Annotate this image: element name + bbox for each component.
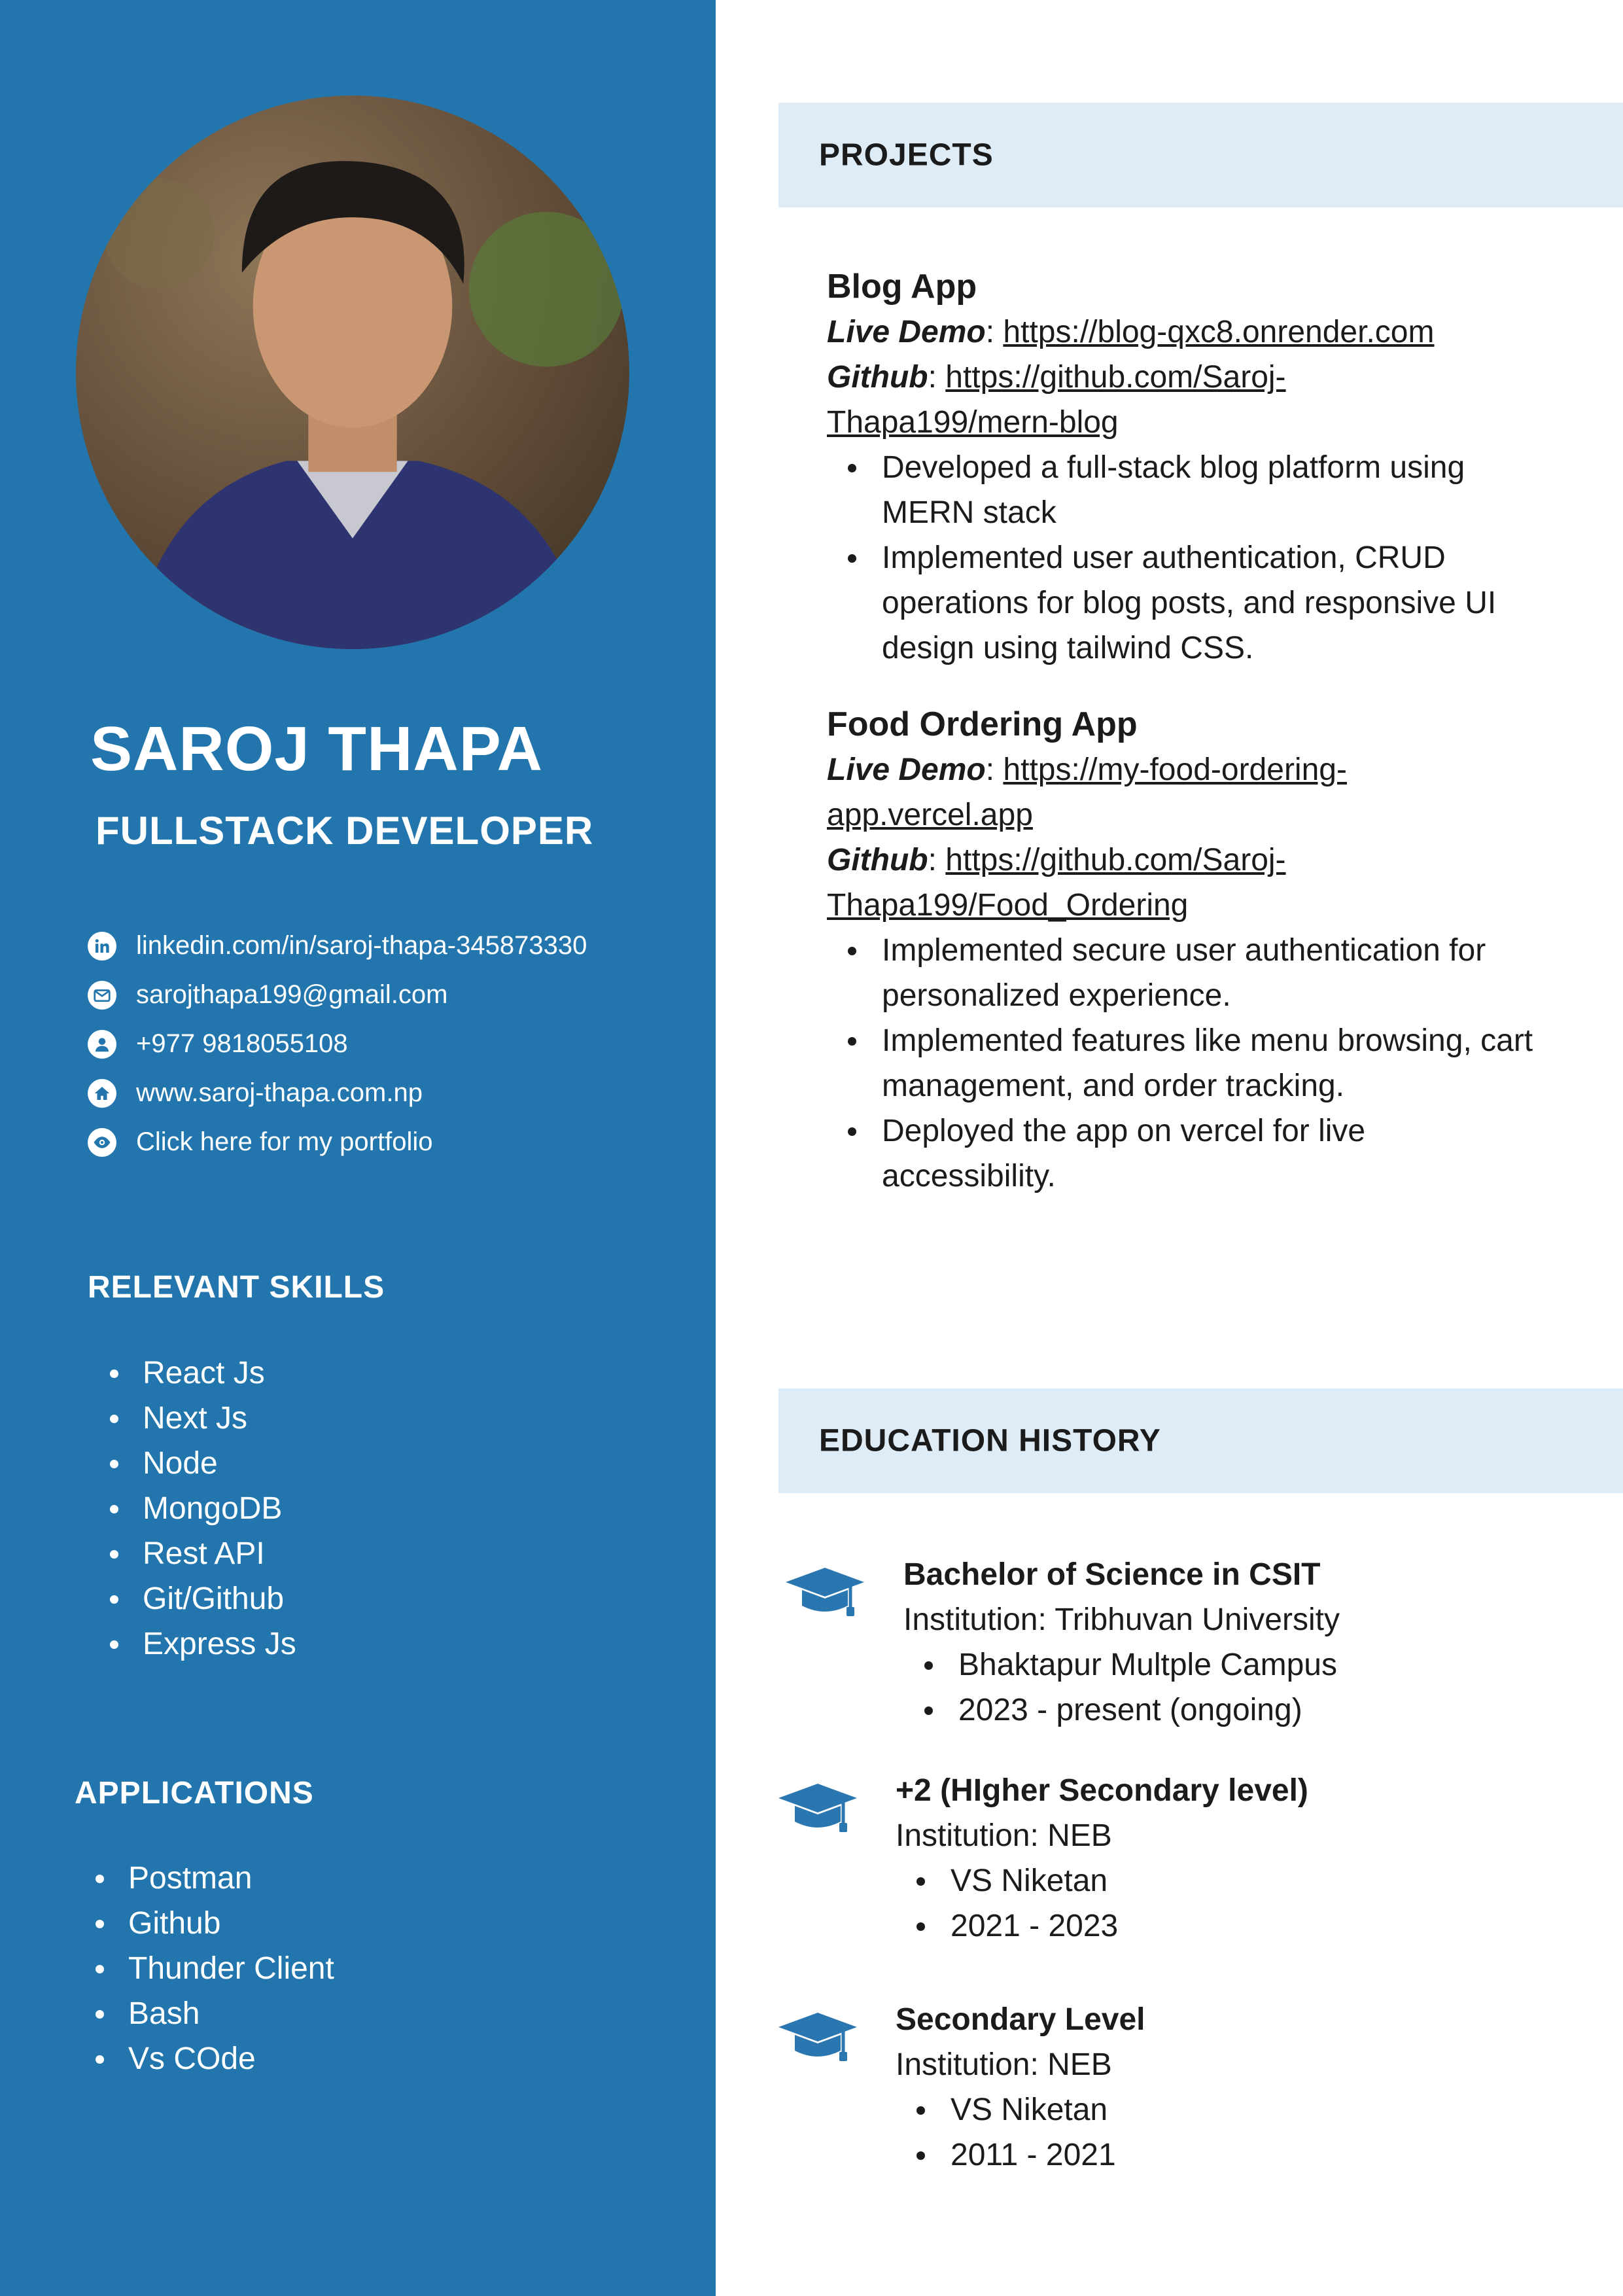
github-link-cont[interactable]: Thapa199/Food_Ordering	[827, 888, 1189, 923]
applications-list	[73, 1856, 334, 2081]
job-title: FULLSTACK DEVELOPER	[96, 809, 594, 853]
project-bullets	[827, 445, 1520, 671]
list-item: Thunder Client	[73, 1946, 334, 1991]
live-demo-line: Live Demo: https://my-food-ordering-	[827, 752, 1347, 787]
education-item	[903, 1552, 1340, 1733]
graduation-cap-icon	[775, 2007, 860, 2066]
contact-text: sarojthapa199@gmail.com	[136, 980, 448, 1009]
list-item: Postman	[73, 1856, 334, 1901]
list-item: Github	[73, 1901, 334, 1946]
list-item: Git/Github	[88, 1576, 296, 1621]
institution: Institution: NEB	[896, 2047, 1112, 2082]
list-item: 2021 - 2023	[896, 1903, 1308, 1949]
linkedin-icon	[88, 932, 116, 961]
contact-text: www.saroj-thapa.com.np	[136, 1078, 423, 1107]
institution: Institution: NEB	[896, 1818, 1112, 1853]
list-item: Deployed the app on vercel for live accessibility.	[827, 1108, 1533, 1199]
education-bullets	[896, 2087, 1145, 2178]
live-demo-link-cont[interactable]: app.vercel.app	[827, 798, 1033, 832]
graduation-cap-icon	[775, 1778, 860, 1837]
projects-heading: PROJECTS	[819, 137, 994, 173]
project-blog-app	[827, 264, 1579, 671]
project-title: Blog App	[827, 268, 977, 306]
graduation-cap-icon	[782, 1563, 867, 1621]
degree-title: +2 (HIgher Secondary level)	[896, 1773, 1308, 1808]
list-item: Implemented features like menu browsing, cart management, and order tracking.	[827, 1018, 1533, 1108]
education-banner	[778, 1388, 1623, 1493]
home-icon	[88, 1079, 116, 1108]
github-line: Github: https://github.com/Saroj-	[827, 360, 1286, 395]
live-demo-line: Live Demo: https://blog-qxc8.onrender.com	[827, 315, 1435, 349]
list-item: Node	[88, 1441, 296, 1486]
degree-title: Bachelor of Science in CSIT	[903, 1557, 1321, 1592]
sidebar	[0, 0, 716, 2296]
contact-email[interactable]	[88, 970, 587, 1019]
list-item: Rest API	[88, 1531, 296, 1576]
contact-list	[88, 921, 587, 1167]
list-item: Bash	[73, 1991, 334, 2036]
list-item: Implemented secure user authentication for personalized experience.	[827, 928, 1533, 1018]
list-item: VS Niketan	[896, 2087, 1145, 2132]
projects-banner	[778, 103, 1623, 207]
list-item: Vs COde	[73, 2036, 334, 2081]
contact-phone[interactable]	[88, 1019, 587, 1069]
github-label: Github	[827, 843, 928, 877]
education-bullets	[896, 1858, 1308, 1949]
project-food-ordering	[827, 702, 1579, 1199]
degree-title: Secondary Level	[896, 2002, 1145, 2037]
list-item: Next Js	[88, 1396, 296, 1441]
live-demo-label: Live Demo	[827, 752, 986, 787]
contact-portfolio[interactable]	[88, 1118, 587, 1167]
skills-list	[88, 1351, 296, 1667]
github-link[interactable]: https://github.com/Saroj-	[945, 360, 1286, 395]
live-demo-link[interactable]: https://blog-qxc8.onrender.com	[1003, 315, 1435, 349]
contact-text: Click here for my portfolio	[136, 1127, 433, 1156]
list-item: Express Js	[88, 1621, 296, 1667]
live-demo-label: Live Demo	[827, 315, 986, 349]
institution: Institution: Tribhuvan University	[903, 1602, 1340, 1637]
education-heading: EDUCATION HISTORY	[819, 1423, 1161, 1458]
github-link-cont[interactable]: Thapa199/mern-blog	[827, 405, 1119, 440]
user-icon	[88, 1030, 116, 1059]
project-title: Food Ordering App	[827, 705, 1138, 743]
github-label: Github	[827, 360, 928, 395]
project-bullets	[827, 928, 1533, 1199]
applications-heading: APPLICATIONS	[75, 1776, 314, 1810]
github-line: Github: https://github.com/Saroj-	[827, 843, 1286, 877]
live-demo-link[interactable]: https://my-food-ordering-	[1003, 752, 1347, 787]
contact-website[interactable]	[88, 1069, 587, 1118]
skills-heading: RELEVANT SKILLS	[88, 1270, 385, 1305]
candidate-name: SAROJ THAPA	[90, 714, 543, 784]
education-item	[896, 1997, 1145, 2178]
profile-photo	[76, 96, 629, 649]
education-bullets	[903, 1642, 1340, 1733]
list-item: MongoDB	[88, 1486, 296, 1531]
contact-text: linkedin.com/in/saroj-thapa-345873330	[136, 931, 587, 960]
list-item: 2023 - present (ongoing)	[903, 1687, 1340, 1733]
mail-icon	[88, 981, 116, 1010]
list-item: VS Niketan	[896, 1858, 1308, 1903]
list-item: Bhaktapur Multple Campus	[903, 1642, 1340, 1687]
github-link[interactable]: https://github.com/Saroj-	[945, 843, 1286, 877]
list-item: 2011 - 2021	[896, 2132, 1145, 2178]
list-item: Developed a full-stack blog platform using MERN stack	[827, 445, 1520, 535]
list-item: Implemented user authentication, CRUD operations for blog posts, and responsive UI design using tailwind CSS.	[827, 535, 1520, 671]
eye-icon	[88, 1128, 116, 1157]
contact-text: +977 9818055108	[136, 1029, 348, 1058]
education-item	[896, 1768, 1308, 1949]
list-item: React Js	[88, 1351, 296, 1396]
contact-linkedin[interactable]	[88, 921, 587, 970]
